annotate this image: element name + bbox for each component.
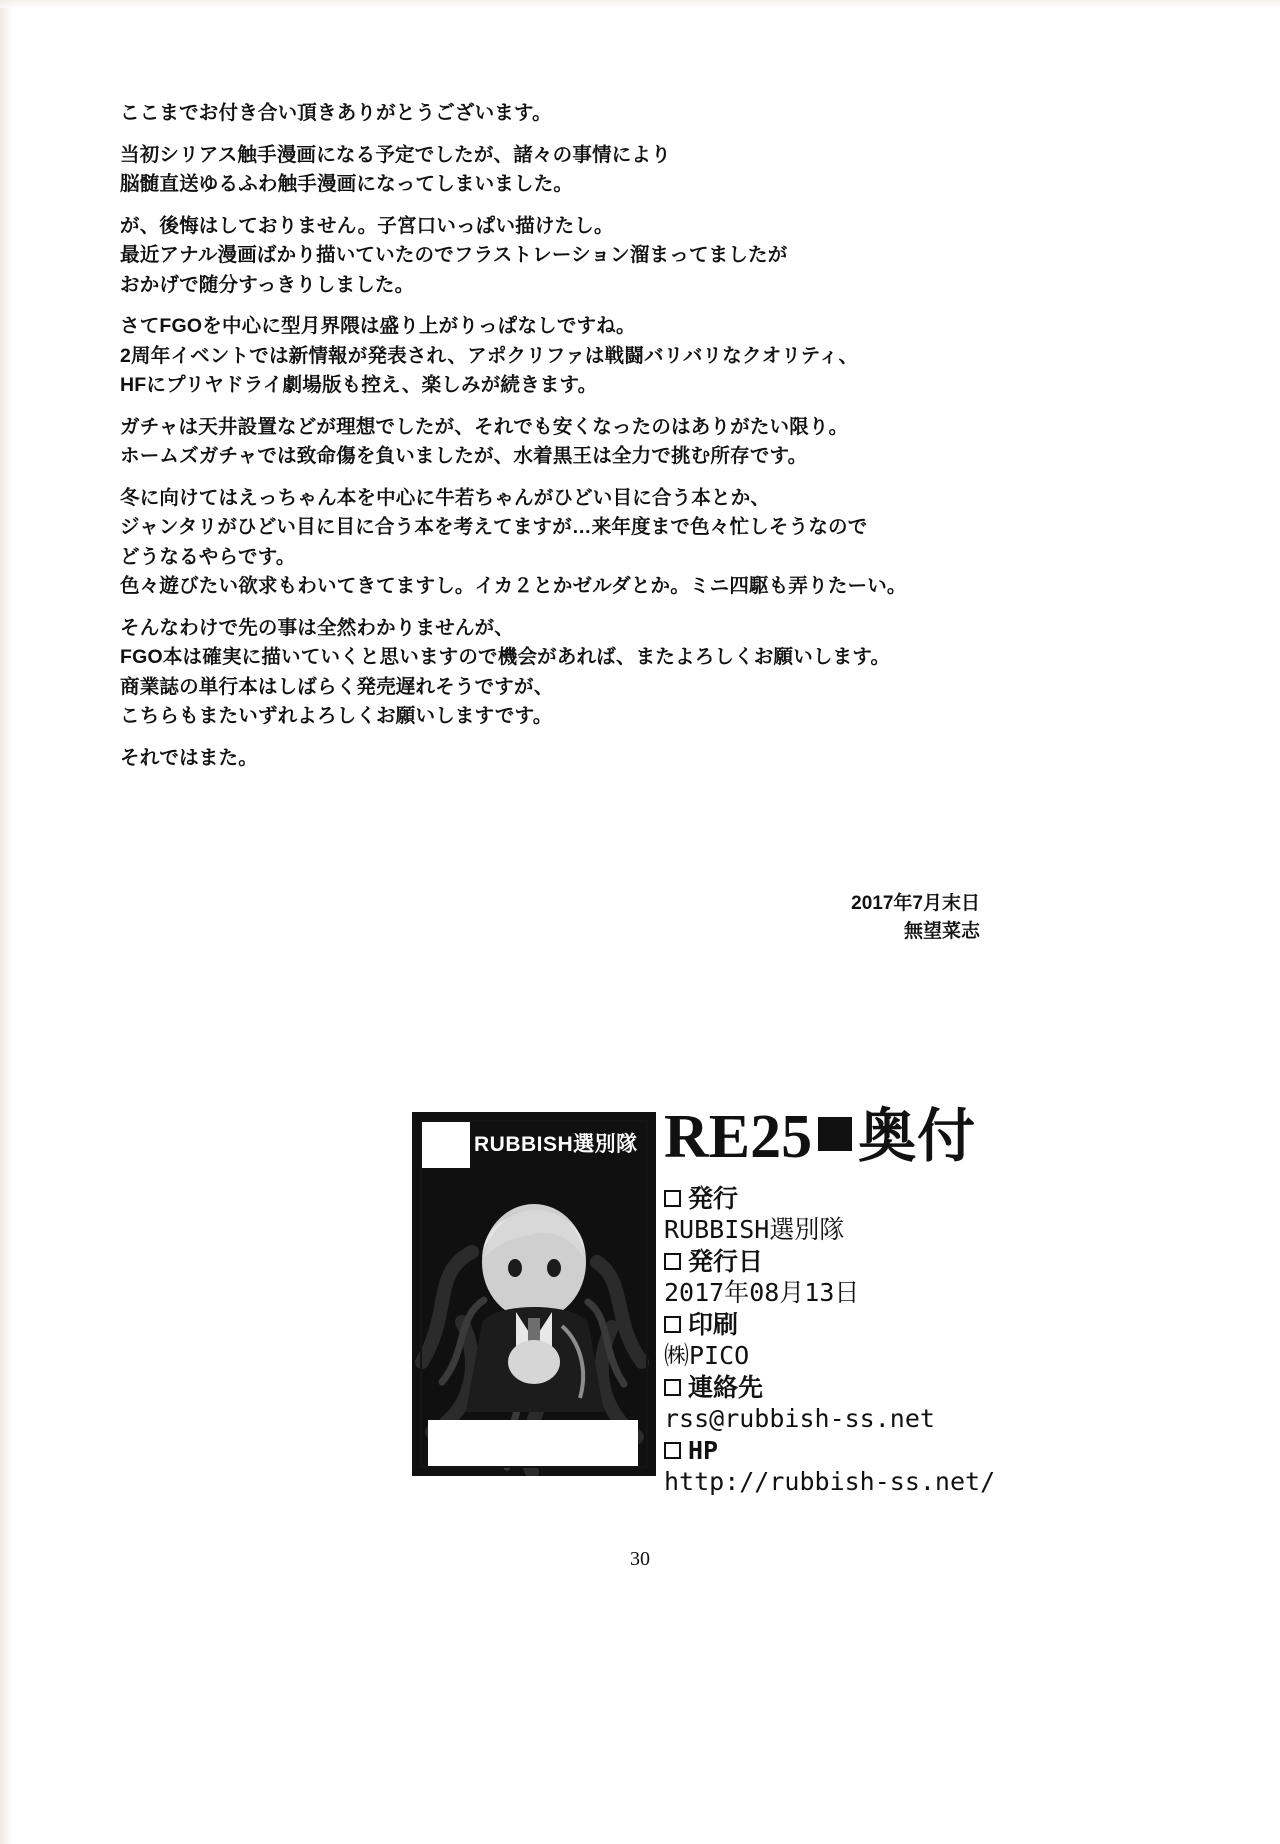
- afterword-paragraph: [120, 746, 1020, 769]
- colophon-entry-value: RUBBISH選別隊: [664, 1214, 845, 1244]
- page-number: 30: [630, 1548, 650, 1570]
- cover-frame: [420, 1120, 648, 1468]
- afterword-line: ガチャは天井設置などが理想でしたが、それでも安くなったのはありがたい限り。: [120, 415, 849, 438]
- cover-circle-name: RUBBISH選別隊: [474, 1133, 638, 1156]
- afterword-paragraph: [120, 317, 1020, 396]
- signature-date: 2017年7月末日: [851, 893, 980, 914]
- colophon-entry-label: [664, 1310, 1064, 1341]
- colophon-entry-value-email: rss@rubbish-ss.net: [664, 1403, 935, 1433]
- afterword-paragraph: [120, 214, 1020, 296]
- afterword-line: 脳髄直送ゆるふわ触手漫画になってしまいました。: [120, 173, 574, 195]
- square-bullet-icon: [664, 1316, 681, 1333]
- afterword-line: 当初シリアス触手漫画になる予定でしたが、諸々の事情により: [120, 143, 671, 166]
- afterword-paragraph: [120, 415, 1020, 467]
- afterword-line: 最近アナル漫画ばかり描いていたのでフラストレーション溜まってましたが: [120, 244, 788, 266]
- afterword-line: HFにプリヤドライ劇場版も控え、楽しみが続きます。: [120, 374, 598, 396]
- afterword-line: こちらもまたいずれよろしくお願いしますです。: [120, 705, 553, 727]
- afterword-line: そんなわけで先の事は全然わかりませんが、: [120, 616, 515, 639]
- colophon-entries: [664, 1184, 1064, 1499]
- afterword-line: 色々遊びたい欲求もわいてきてますし。イカ２とかゼルダとか。ミニ四駆も弄りたーい。: [120, 575, 907, 597]
- cover-bottom-band: [428, 1420, 638, 1466]
- afterword-paragraph: [120, 616, 1020, 727]
- signature-author: 無望菜志: [903, 920, 980, 942]
- colophon-entry-value: 2017年08月13日: [664, 1277, 860, 1307]
- page-edge-shading-top: [0, 0, 1280, 8]
- afterword-line: FGO本は確実に描いていくと思いますので機会があれば、またよろしくお願いします。: [120, 646, 891, 668]
- afterword-line: ここまでお付き合い頂きありがとうございます。: [120, 102, 552, 124]
- afterword-text: [120, 104, 1020, 790]
- afterword-paragraph: [120, 143, 1020, 195]
- afterword-line: 商業誌の単行本はしばらく発売遅れそうですが、: [120, 675, 554, 698]
- colophon-entry-label: [664, 1247, 1064, 1278]
- colophon-code: RE25: [664, 1103, 813, 1171]
- cover-thumbnail: [412, 1112, 656, 1476]
- colophon-label-text: HP: [688, 1436, 719, 1465]
- afterword-line: おかげで随分すっきりしました。: [120, 273, 415, 296]
- afterword-line: ホームズガチャでは致命傷を負いましたが、水着黒王は全力で挑む所存です。: [120, 445, 808, 467]
- afterword-line: ジャンタリがひどい目に目に合う本を考えてますが…来年度まで色々忙しそうなので: [120, 516, 868, 538]
- signature-block: [851, 890, 980, 945]
- colophon-label-text: 印刷: [688, 1310, 739, 1339]
- colophon-title: [664, 1103, 977, 1171]
- colophon-entry-value: ㈱PICO: [664, 1340, 750, 1370]
- colophon-label-text: 発行日: [688, 1247, 764, 1276]
- afterword-paragraph: [120, 104, 1020, 124]
- black-square-icon: [818, 1117, 852, 1151]
- colophon-entry-label: [664, 1373, 1064, 1404]
- colophon-entry-value-url: http://rubbish-ss.net/: [664, 1466, 996, 1496]
- square-bullet-icon: [664, 1253, 681, 1270]
- colophon-entry-label: [664, 1184, 1064, 1215]
- afterword-paragraph: [120, 486, 1020, 597]
- colophon-entry-label: [664, 1436, 1064, 1467]
- afterword-line: 冬に向けてはえっちゃん本を中心に牛若ちゃんがひどい目に合う本とか、: [120, 486, 771, 509]
- afterword-line: さてFGOを中心に型月界隈は盛り上がりっぱなしですね。: [120, 315, 636, 337]
- square-bullet-icon: [664, 1442, 681, 1459]
- colophon-heading: 奥付: [858, 1104, 977, 1169]
- afterword-line: どうなるやらです。: [120, 545, 296, 568]
- afterword-line: が、後悔はしておりません。子宮口いっぱい描けたし。: [120, 214, 614, 237]
- square-bullet-icon: [664, 1190, 681, 1207]
- square-bullet-icon: [664, 1379, 681, 1396]
- colophon-label-text: 連絡先: [688, 1373, 764, 1402]
- afterword-line: 2周年イベントでは新情報が発表され、アポクリファは戦闘バリバリなクオリティ、: [120, 344, 859, 367]
- cover-logo-box: [422, 1122, 470, 1168]
- afterword-line: それではまた。: [120, 746, 258, 769]
- colophon-label-text: 発行: [688, 1184, 739, 1213]
